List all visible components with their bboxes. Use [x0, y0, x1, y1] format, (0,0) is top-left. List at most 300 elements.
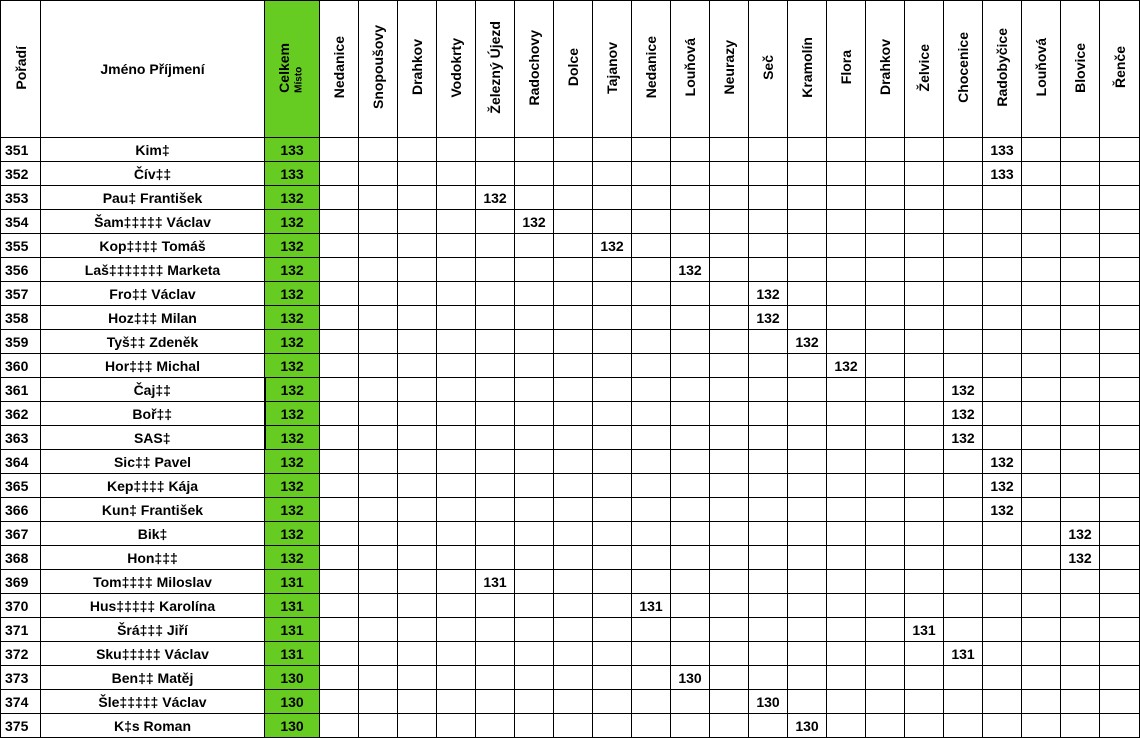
score-cell: 132 — [671, 258, 710, 282]
score-cell — [710, 450, 749, 474]
score-cell — [476, 594, 515, 618]
score-cell — [671, 138, 710, 162]
score-cell — [476, 690, 515, 714]
rank-header — [1, 1, 41, 138]
score-cell — [476, 138, 515, 162]
score-cell — [905, 162, 944, 186]
score-cell — [905, 426, 944, 450]
table-row — [1, 570, 1140, 594]
total-cell: 131 — [265, 618, 320, 642]
score-cell — [515, 570, 554, 594]
score-cell: 132 — [827, 354, 866, 378]
score-cell: 132 — [983, 474, 1022, 498]
score-cell — [983, 210, 1022, 234]
score-cell — [905, 330, 944, 354]
venue-header-label: Neurazy — [721, 40, 737, 95]
score-cell — [827, 618, 866, 642]
score-cell — [398, 546, 437, 570]
score-cell — [1022, 258, 1061, 282]
score-cell — [749, 714, 788, 738]
score-cell — [515, 474, 554, 498]
score-cell — [359, 162, 398, 186]
score-cell — [476, 546, 515, 570]
score-cell — [749, 474, 788, 498]
score-cell — [476, 354, 515, 378]
score-cell — [320, 714, 359, 738]
score-cell — [359, 186, 398, 210]
score-cell — [476, 618, 515, 642]
table-row — [1, 426, 1140, 450]
score-cell — [320, 690, 359, 714]
score-cell — [476, 210, 515, 234]
score-cell — [905, 522, 944, 546]
rank-cell: 356 — [1, 258, 41, 282]
name-cell: Šrá‡‡‡ Jiří — [41, 618, 265, 642]
venue-header — [1022, 1, 1061, 138]
rank-cell: 374 — [1, 690, 41, 714]
score-cell — [515, 618, 554, 642]
total-cell: 132 — [265, 186, 320, 210]
score-cell — [788, 522, 827, 546]
name-cell: Čaj‡‡ — [41, 378, 265, 402]
score-cell — [1100, 162, 1140, 186]
total-cell: 130 — [265, 666, 320, 690]
venue-header-label: Drahkov — [877, 39, 893, 96]
score-cell — [398, 234, 437, 258]
name-cell: Kop‡‡‡‡ Tomáš — [41, 234, 265, 258]
score-cell — [359, 258, 398, 282]
score-cell — [398, 162, 437, 186]
rank-cell: 368 — [1, 546, 41, 570]
venue-header — [1061, 1, 1100, 138]
score-cell — [1061, 594, 1100, 618]
header-row — [1, 1, 1140, 138]
score-cell — [671, 570, 710, 594]
score-cell — [749, 138, 788, 162]
score-cell — [398, 354, 437, 378]
score-cell — [554, 402, 593, 426]
score-cell — [1022, 546, 1061, 570]
name-cell: Hon‡‡‡ — [41, 546, 265, 570]
score-cell — [359, 402, 398, 426]
score-cell — [515, 186, 554, 210]
score-cell — [1022, 162, 1061, 186]
score-cell — [749, 594, 788, 618]
score-cell — [554, 330, 593, 354]
score-cell — [398, 306, 437, 330]
score-cell — [398, 210, 437, 234]
score-cell — [515, 642, 554, 666]
table-body — [1, 138, 1140, 738]
score-cell — [1022, 306, 1061, 330]
score-cell — [437, 618, 476, 642]
score-cell — [515, 282, 554, 306]
score-cell — [476, 642, 515, 666]
score-cell — [749, 498, 788, 522]
score-cell — [1100, 666, 1140, 690]
score-cell — [359, 306, 398, 330]
rank-cell: 357 — [1, 282, 41, 306]
score-cell — [554, 618, 593, 642]
score-cell — [866, 138, 905, 162]
score-cell — [320, 666, 359, 690]
score-cell — [437, 402, 476, 426]
score-cell — [983, 666, 1022, 690]
rank-cell: 353 — [1, 186, 41, 210]
score-cell — [827, 522, 866, 546]
score-cell — [398, 378, 437, 402]
score-cell — [944, 714, 983, 738]
score-cell — [554, 714, 593, 738]
score-cell — [1061, 234, 1100, 258]
score-cell — [515, 714, 554, 738]
score-cell — [476, 378, 515, 402]
table-row — [1, 282, 1140, 306]
score-cell — [398, 138, 437, 162]
score-cell — [593, 138, 632, 162]
score-cell — [1100, 330, 1140, 354]
score-cell — [593, 402, 632, 426]
score-cell — [671, 306, 710, 330]
rank-cell: 370 — [1, 594, 41, 618]
score-cell — [554, 258, 593, 282]
score-cell — [359, 498, 398, 522]
score-cell — [554, 162, 593, 186]
venue-header — [437, 1, 476, 138]
score-cell — [554, 282, 593, 306]
score-cell — [632, 666, 671, 690]
score-cell — [593, 594, 632, 618]
score-cell — [515, 546, 554, 570]
score-cell — [554, 450, 593, 474]
score-cell — [359, 666, 398, 690]
name-cell: Šam‡‡‡‡‡ Václav — [41, 210, 265, 234]
score-cell — [983, 186, 1022, 210]
score-cell — [905, 354, 944, 378]
score-cell — [359, 450, 398, 474]
score-cell — [632, 642, 671, 666]
score-cell — [437, 450, 476, 474]
score-cell — [866, 642, 905, 666]
score-cell — [905, 306, 944, 330]
score-cell — [320, 402, 359, 426]
score-cell — [632, 354, 671, 378]
score-cell — [866, 450, 905, 474]
score-cell — [1100, 306, 1140, 330]
table-row — [1, 330, 1140, 354]
score-cell — [788, 498, 827, 522]
table-row — [1, 546, 1140, 570]
score-cell — [788, 282, 827, 306]
score-cell — [437, 162, 476, 186]
score-cell — [710, 330, 749, 354]
score-cell — [476, 450, 515, 474]
score-cell — [320, 594, 359, 618]
score-cell — [1061, 282, 1100, 306]
rank-cell: 360 — [1, 354, 41, 378]
score-cell — [710, 714, 749, 738]
score-cell — [671, 522, 710, 546]
score-cell: 132 — [944, 378, 983, 402]
score-cell — [632, 426, 671, 450]
score-cell — [554, 234, 593, 258]
score-cell — [827, 162, 866, 186]
total-cell: 132 — [265, 474, 320, 498]
score-cell — [359, 354, 398, 378]
score-cell — [905, 234, 944, 258]
score-cell — [1022, 330, 1061, 354]
score-cell — [827, 642, 866, 666]
score-cell — [983, 594, 1022, 618]
score-cell — [398, 426, 437, 450]
total-cell: 132 — [265, 330, 320, 354]
score-cell — [827, 234, 866, 258]
score-cell — [788, 402, 827, 426]
venue-header-label: Kramolín — [799, 37, 815, 98]
score-cell — [944, 474, 983, 498]
score-cell — [905, 210, 944, 234]
score-cell — [515, 498, 554, 522]
score-cell — [749, 426, 788, 450]
total-cell: 130 — [265, 714, 320, 738]
score-cell — [515, 330, 554, 354]
venue-header-label: Flora — [838, 50, 854, 85]
score-cell — [359, 594, 398, 618]
score-cell: 130 — [671, 666, 710, 690]
venue-header — [983, 1, 1022, 138]
rank-cell: 372 — [1, 642, 41, 666]
score-cell — [983, 306, 1022, 330]
score-cell: 132 — [983, 498, 1022, 522]
score-cell — [866, 714, 905, 738]
score-cell — [944, 186, 983, 210]
score-cell — [944, 522, 983, 546]
score-cell — [398, 690, 437, 714]
rank-cell: 359 — [1, 330, 41, 354]
score-cell — [398, 474, 437, 498]
score-cell — [827, 402, 866, 426]
score-cell — [1061, 330, 1100, 354]
table-row — [1, 402, 1140, 426]
score-cell — [593, 474, 632, 498]
score-cell — [1100, 234, 1140, 258]
score-cell — [1061, 378, 1100, 402]
score-cell — [593, 642, 632, 666]
score-cell — [749, 450, 788, 474]
score-cell — [671, 402, 710, 426]
score-cell — [749, 162, 788, 186]
score-cell — [1100, 450, 1140, 474]
score-cell — [632, 570, 671, 594]
total-cell: 131 — [265, 594, 320, 618]
score-cell — [983, 570, 1022, 594]
score-cell — [359, 378, 398, 402]
name-cell: Kep‡‡‡‡ Kája — [41, 474, 265, 498]
score-cell — [1061, 666, 1100, 690]
total-cell: 132 — [265, 522, 320, 546]
score-cell — [866, 282, 905, 306]
score-cell — [1100, 474, 1140, 498]
score-cell — [710, 138, 749, 162]
score-cell — [905, 402, 944, 426]
score-cell — [983, 714, 1022, 738]
score-cell — [983, 234, 1022, 258]
score-cell — [710, 474, 749, 498]
total-cell: 130 — [265, 690, 320, 714]
venue-header-label: Dolce — [565, 48, 581, 87]
score-cell — [710, 666, 749, 690]
total-header-label: Celkem — [275, 42, 292, 93]
score-cell — [944, 138, 983, 162]
table-header — [1, 1, 1140, 138]
name-header: Jméno Příjmení — [41, 1, 265, 138]
score-cell — [866, 354, 905, 378]
table-row — [1, 210, 1140, 234]
score-cell — [359, 570, 398, 594]
score-cell — [866, 666, 905, 690]
name-cell: Hoz‡‡‡ Milan — [41, 306, 265, 330]
score-cell: 132 — [944, 402, 983, 426]
score-cell — [827, 258, 866, 282]
score-cell — [827, 474, 866, 498]
score-cell — [515, 402, 554, 426]
score-cell — [632, 378, 671, 402]
score-cell: 133 — [983, 138, 1022, 162]
table-row — [1, 186, 1140, 210]
score-cell — [320, 282, 359, 306]
score-cell — [437, 690, 476, 714]
score-cell — [671, 618, 710, 642]
score-cell — [398, 186, 437, 210]
score-cell — [359, 426, 398, 450]
table-row — [1, 690, 1140, 714]
score-cell — [515, 354, 554, 378]
score-cell — [1100, 690, 1140, 714]
score-cell — [515, 594, 554, 618]
score-cell — [359, 210, 398, 234]
score-cell: 132 — [788, 330, 827, 354]
score-cell — [944, 618, 983, 642]
score-cell — [1022, 210, 1061, 234]
score-cell — [905, 666, 944, 690]
total-cell: 132 — [265, 402, 320, 426]
venue-header — [554, 1, 593, 138]
score-cell — [749, 618, 788, 642]
table-row — [1, 450, 1140, 474]
venue-header-label: Nedanice — [331, 36, 347, 99]
score-cell — [749, 546, 788, 570]
score-cell — [1061, 162, 1100, 186]
venue-header — [593, 1, 632, 138]
score-cell — [1061, 426, 1100, 450]
score-cell — [1061, 210, 1100, 234]
venue-header-label: Louňová — [682, 38, 698, 97]
score-cell — [398, 282, 437, 306]
score-cell — [827, 570, 866, 594]
rank-cell: 352 — [1, 162, 41, 186]
score-cell — [437, 498, 476, 522]
table-row — [1, 618, 1140, 642]
score-cell — [632, 618, 671, 642]
score-cell — [1061, 306, 1100, 330]
score-cell — [437, 426, 476, 450]
total-cell: 132 — [265, 378, 320, 402]
score-cell — [515, 306, 554, 330]
score-cell — [476, 498, 515, 522]
score-cell — [632, 306, 671, 330]
score-cell — [983, 426, 1022, 450]
score-cell — [905, 138, 944, 162]
rank-cell: 369 — [1, 570, 41, 594]
score-cell — [437, 282, 476, 306]
score-cell — [788, 138, 827, 162]
rank-cell: 364 — [1, 450, 41, 474]
score-cell — [632, 210, 671, 234]
total-cell: 132 — [265, 450, 320, 474]
score-cell — [710, 690, 749, 714]
score-cell — [320, 330, 359, 354]
score-cell — [632, 474, 671, 498]
name-cell: Ben‡‡ Matěj — [41, 666, 265, 690]
score-cell — [437, 546, 476, 570]
venue-header — [476, 1, 515, 138]
rank-cell: 358 — [1, 306, 41, 330]
venue-header — [944, 1, 983, 138]
score-cell: 130 — [788, 714, 827, 738]
venue-header-label: Chocenice — [955, 32, 971, 103]
score-cell — [827, 282, 866, 306]
score-cell — [1022, 186, 1061, 210]
score-cell — [632, 234, 671, 258]
score-cell — [1022, 426, 1061, 450]
table-row — [1, 162, 1140, 186]
score-cell — [788, 378, 827, 402]
score-cell — [632, 546, 671, 570]
score-cell — [320, 522, 359, 546]
score-cell — [359, 474, 398, 498]
name-cell: Bik‡ — [41, 522, 265, 546]
venue-header-label: Seč — [760, 55, 776, 80]
rank-cell: 367 — [1, 522, 41, 546]
score-cell — [1100, 570, 1140, 594]
score-cell — [671, 210, 710, 234]
score-cell — [827, 690, 866, 714]
score-cell — [983, 522, 1022, 546]
score-cell — [320, 354, 359, 378]
score-cell — [398, 522, 437, 546]
score-cell: 132 — [1061, 522, 1100, 546]
score-cell — [983, 618, 1022, 642]
venue-header-label: Tajanov — [604, 41, 620, 94]
rank-cell: 365 — [1, 474, 41, 498]
score-cell — [1061, 690, 1100, 714]
score-cell — [983, 282, 1022, 306]
venue-header-label: Drahkov — [409, 39, 425, 96]
score-cell — [1022, 594, 1061, 618]
score-cell: 132 — [593, 234, 632, 258]
venue-header-label: Blovice — [1072, 42, 1088, 93]
score-cell — [866, 498, 905, 522]
venue-header — [671, 1, 710, 138]
score-cell — [359, 690, 398, 714]
table-row — [1, 642, 1140, 666]
score-cell: 132 — [944, 426, 983, 450]
rank-cell: 363 — [1, 426, 41, 450]
score-cell — [515, 666, 554, 690]
score-cell — [710, 258, 749, 282]
total-cell: 131 — [265, 642, 320, 666]
venue-header — [359, 1, 398, 138]
